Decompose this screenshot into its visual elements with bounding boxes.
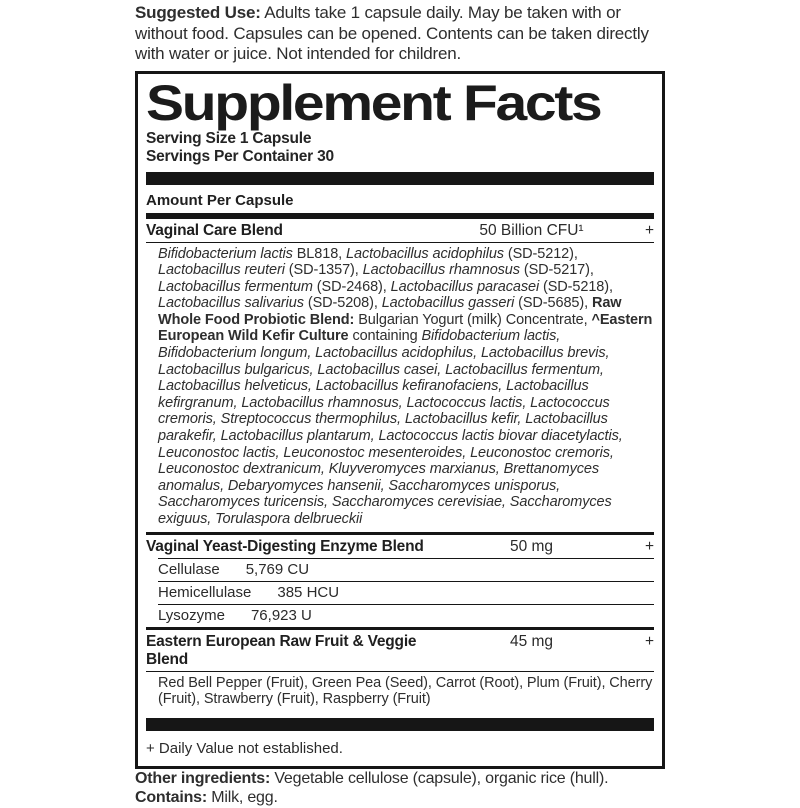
fruit-veggie-description: Red Bell Pepper (Fruit), Green Pea (Seed), Carrot (Root), Plum (Fruit), Cherry (Fruit), Strawberry (Fruit), Raspberry (Fruit) [158, 674, 653, 708]
blend-row-fruit-veggie [146, 630, 654, 671]
suggested-use-label: Suggested Use: [135, 3, 261, 22]
enzyme-amount: 385 HCU [277, 583, 340, 601]
panel-title: Supplement Facts [146, 74, 601, 131]
enzyme-name: Hemicellulase [158, 583, 252, 601]
suggested-use-paragraph [135, 3, 665, 65]
enzyme-item-hemicellulase [146, 582, 654, 604]
serving-size: Serving Size 1 Capsule [146, 129, 312, 147]
other-ingredients-line [135, 770, 608, 787]
daily-value-symbol: + [644, 221, 654, 239]
enzyme-item-cellulase [146, 559, 654, 581]
column-header-amount-per-capsule: Amount Per Capsule [146, 191, 294, 209]
blend-amount: 50 Billion CFU¹ [479, 221, 584, 239]
other-ingredients-label: Other ingredients: [135, 769, 271, 787]
blend-name: Vaginal Yeast-Digesting Enzyme Blend [146, 537, 424, 555]
blend-name: Eastern European Raw Fruit & Veggie Blend [146, 632, 417, 668]
blend-amount: 45 mg [509, 632, 554, 650]
daily-value-symbol: + [644, 537, 654, 555]
footnote-daily-value: + Daily Value not established. [146, 739, 343, 757]
enzyme-amount: 5,769 CU [245, 560, 310, 578]
daily-value-symbol: + [644, 632, 654, 650]
contains-line [135, 789, 278, 806]
blend-row-vaginal-care [146, 219, 654, 242]
divider-bar-thick-bottom [146, 718, 654, 731]
suggested-use-text: Adults take 1 capsule daily. May be taken with or without food. Capsules can be opened. Contents can be taken directly with water or juice. Not intended for children. [135, 3, 649, 63]
enzyme-name: Lysozyme [158, 606, 225, 624]
blend-name: Vaginal Care Blend [146, 221, 283, 239]
label-content [135, 0, 665, 808]
supplement-facts-panel [135, 71, 665, 769]
other-ingredients-text: Vegetable cellulose (capsule), organic rice (hull). [270, 769, 609, 787]
servings-per-container: Servings Per Container 30 [146, 147, 334, 165]
footer-paragraph [135, 769, 665, 808]
divider-bar-thick-top [146, 172, 654, 185]
blend-row-enzyme [146, 535, 654, 558]
enzyme-item-lysozyme [146, 605, 654, 627]
blend-description-probiotics: Bifidobacterium lactis BL818, Lactobacillus acidophilus (SD-5212), Lactobacillus reuteri (SD-1357), Lactobacillus rhamnosus (SD-5217), Lactobacillus fermentum (SD-2468), Lactobacillus paracasei (SD-5218), Lactobacillus salivarius (SD-5208), Lactobacillus gasseri (SD-5685), Raw Whole Food Probiotic Blend: Bulgarian Yogurt (milk) Concentrate, ^Eastern European Wild Kefir Culture containing Bifidobacterium lactis, Bifidobacterium longum, Lactobacillus acidophilus, Lactobacillus brevis, Lactobacillus bulgaricus, Lactobacillus casei, Lactobacillus fermentum, Lactobacillus helveticus, Lactobacillus kefiranofaciens, Lactobacillus kefirgranum, Lactobacillus rhamnosus, Lactococcus lactis, Lactococcus cremoris, Streptococcus thermophilus, Lactobacillus kefir, Lactobacillus parakefir, Lactobacillus plantarum, Lactococcus lactis biovar diacetylactis, Leuconostoc lactis, Leuconostoc mesenteroides, Leuconostoc cremoris, Leuconostoc dextranicum, Kluyveromyces marxianus, Brettanomyces anomalus, Debaryomyces hansenii, Saccharomyces unisporus, Saccharomyces turicensis, Saccharomyces cerevisiae, Saccharomyces exiguus, Torulaspora delbrueckii [158, 245, 653, 527]
contains-text: Milk, egg. [206, 789, 278, 807]
enzyme-name: Cellulase [158, 560, 220, 578]
blend-amount: 50 mg [509, 537, 554, 555]
enzyme-amount: 76,923 U [250, 606, 312, 624]
contains-label: Contains: [135, 789, 207, 807]
